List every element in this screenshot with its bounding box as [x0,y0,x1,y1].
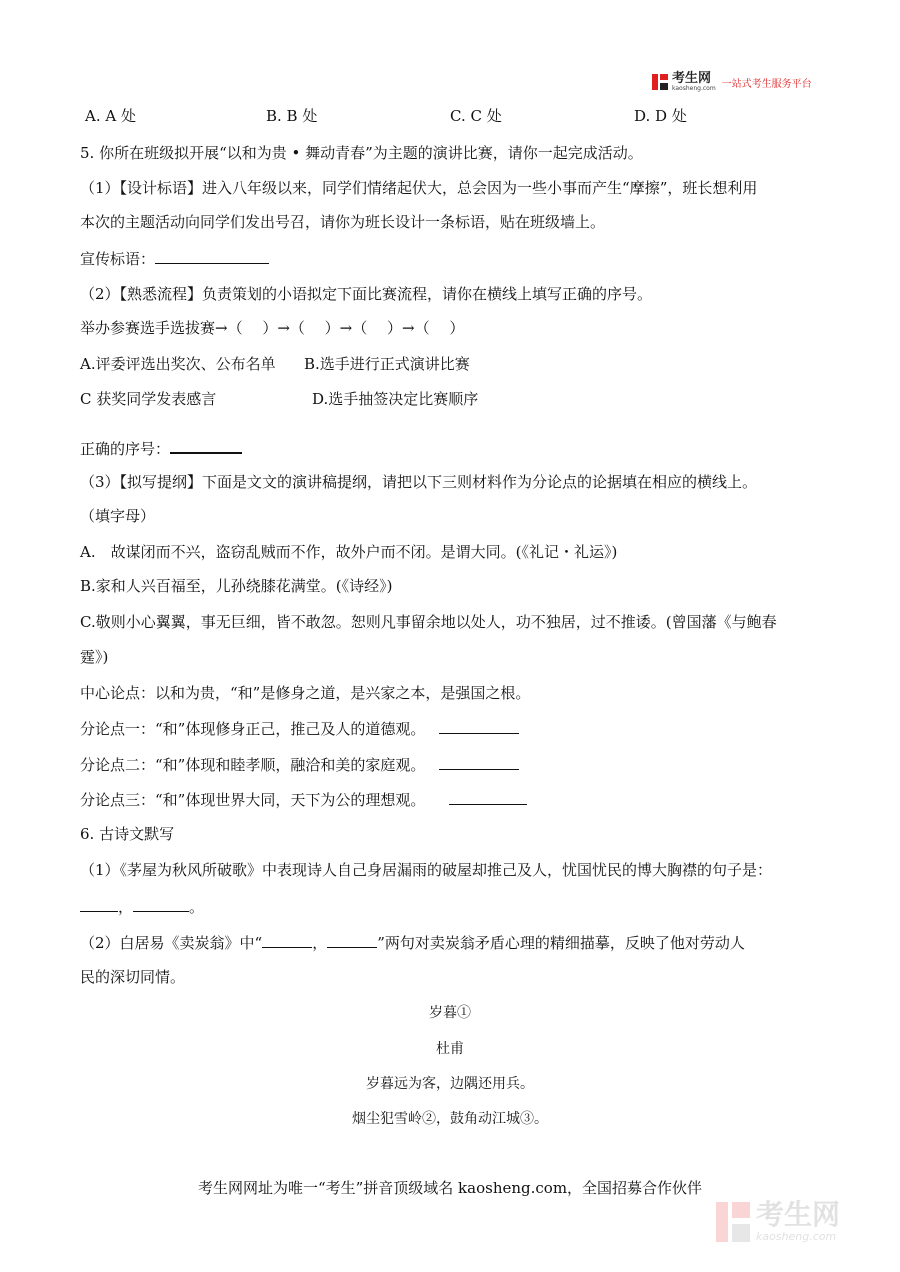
order-label: 正确的序号： [80,440,171,458]
logo-domain: kaosheng.com [672,85,716,92]
header-logo [652,72,812,92]
logo-slogan: 一站式考生服务平台 [721,78,812,90]
q5-part3-line1: （3）【拟写提纲】下面是文文的演讲稿提纲，请把以下三则材料作为分论点的论据填在相应的横线上。 [80,473,758,491]
poem-title: 岁暮① [429,1005,471,1021]
central-thesis: 中心论点：以和为贵，“和”是修身之道，是兴家之本，是强国之根。 [80,684,531,702]
option-d: D.选手抽签决定比赛顺序 [312,390,479,408]
q6-part2-line2: 民的深切同情。 [80,968,186,986]
watermark [716,1200,840,1243]
option-b: B.选手进行正式演讲比赛 [304,355,470,373]
sub-point-2: 分论点二：“和”体现和睦孝顺，融洽和美的家庭观。 [80,756,426,774]
q6-part1: （1）《茅屋为秋风所破歌》中表现诗人自己身居漏雨的破屋却推己及人，忧国忧民的博大胸襟的句子是： [80,861,773,879]
q6-part1-answer-row [80,897,204,917]
slogan-label: 宣传标语： [80,250,156,268]
q6-part2-blank-2[interactable] [327,933,377,948]
flow-sequence: 举办参赛选手选拔赛→（ ）→（ ）→（ ）→（ ） [80,319,465,337]
q6-stem: 6. 古诗文默写 [80,825,175,843]
sub-point-1-blank[interactable] [439,719,519,734]
q6-part2-comma: ， [312,934,328,952]
watermark-text: 考生网 [756,1198,841,1231]
sub-point-1-row [80,719,519,739]
q6-part1-end: 。 [189,898,205,916]
sub-point-2-row [80,755,519,775]
option-a: A.评委评选出奖次、公布名单 [80,355,276,373]
sub-point-3: 分论点三：“和”体现世界大同，天下为公的理想观。 [80,791,426,809]
material-c-line2: 霆》) [80,648,109,666]
slogan-row [80,249,269,269]
sub-point-2-blank[interactable] [439,755,519,770]
q5-part1-line2: 本次的主题活动向同学们发出号召，请你为班长设计一条标语，贴在班级墙上。 [80,213,606,231]
q4-option-d: D. D 处 [634,107,687,125]
poem-author: 杜甫 [436,1041,464,1057]
kaosheng-logo-icon [652,74,668,90]
material-b: B.家和人兴百福至，儿孙绕膝花满堂。(《诗经》) [80,577,393,595]
order-blank[interactable] [170,438,242,454]
sub-point-3-blank[interactable] [449,790,527,805]
option-c: C 获奖同学发表感言 [80,390,217,408]
footer-note: 考生网网址为唯一“考生”拼音顶级域名 kaosheng.com，全国招募合作伙伴 [197,1179,703,1197]
q5-part1-line1: （1）【设计标语】进入八年级以来，同学们情绪起伏大，总会因为一些小事而产生“摩擦”，班长想利用 [80,179,758,197]
q5-part2: （2）【熟悉流程】负责策划的小语拟定下面比赛流程，请你在横线上填写正确的序号。 [80,285,653,303]
q6-part1-blank-1[interactable] [80,897,118,912]
material-c-line1: C.敬则小心翼翼，事无巨细，皆不敢忽。恕则凡事留余地以处人，功不独居，过不推诿。(曾国藩《与鲍春 [80,613,777,631]
order-row [80,438,242,459]
q6-part2-start: （2）白居易《卖炭翁》中“ [80,934,263,952]
q6-part1-comma: ， [118,898,134,916]
material-a: A. 故谋闭而不兴，盗窃乱贼而不作，故外户而不闭。是谓大同。(《礼记・礼运》) [80,543,618,561]
q4-option-c: C. C 处 [450,107,502,125]
q5-stem: 5. 你所在班级拟开展“以和为贵 • 舞动青春”为主题的演讲比赛，请你一起完成活动。 [80,144,643,162]
watermark-domain: kaosheng.com [756,1230,837,1243]
watermark-logo-icon [716,1202,750,1242]
logo-text: 考生网 [672,71,712,86]
q4-option-b: B. B 处 [266,107,318,125]
q6-part1-blank-2[interactable] [133,897,189,912]
sub-point-1: 分论点一：“和”体现修身正己，推己及人的道德观。 [80,720,426,738]
q5-part3-line2: （填字母） [80,507,156,525]
q6-part2-row [80,933,745,953]
sub-point-3-row [80,790,527,810]
poem-line-2: 烟尘犯雪岭②，鼓角动江城③。 [352,1111,548,1127]
slogan-blank[interactable] [155,249,269,264]
q6-part2-blank-1[interactable] [262,933,312,948]
q4-option-a: A. A 处 [85,107,136,125]
poem-line-1: 岁暮远为客，边隅还用兵。 [366,1076,534,1092]
q6-part2-end: ”两句对卖炭翁矛盾心理的精细描摹，反映了他对劳动人 [377,934,745,952]
